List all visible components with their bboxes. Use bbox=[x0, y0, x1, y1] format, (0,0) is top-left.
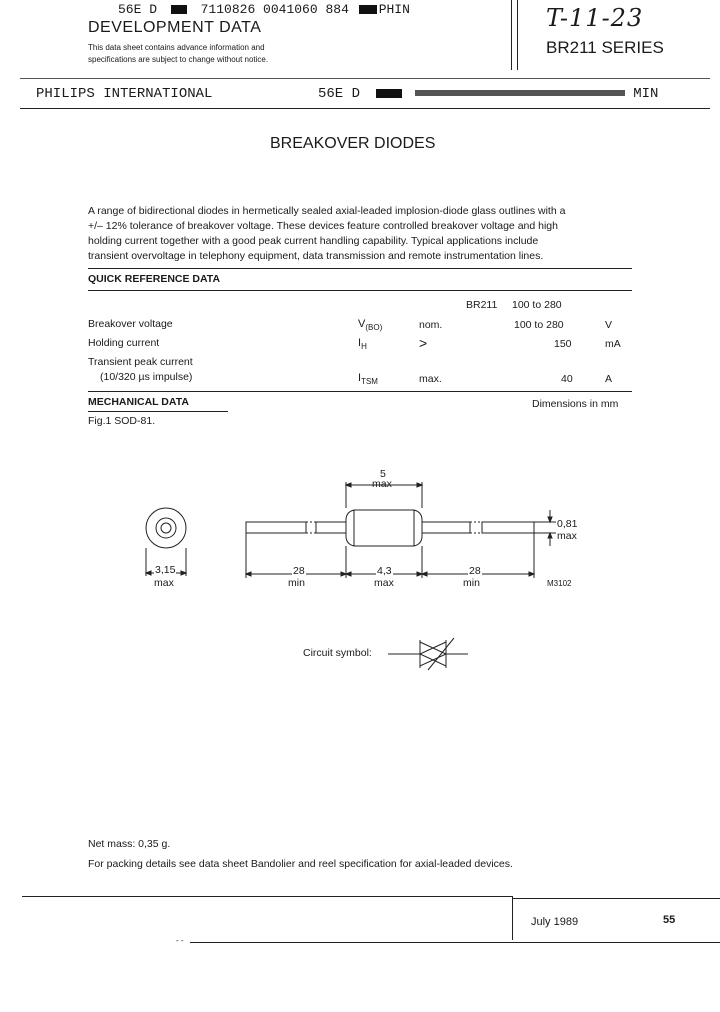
header-code-line bbox=[118, 2, 410, 17]
redaction-bar bbox=[171, 5, 187, 14]
circuit-symbol-icon bbox=[388, 634, 478, 674]
section-rule bbox=[88, 391, 632, 392]
param-condition: > bbox=[419, 335, 428, 351]
param-condition: max. bbox=[419, 373, 442, 385]
intro-line: holding current together with a good peak current handling capability. Typical applications include bbox=[88, 235, 539, 247]
quick-ref-range: 100 to 280 bbox=[512, 299, 562, 311]
notice-line-2: specifications are subject to change without notice. bbox=[88, 55, 269, 64]
param-value: 100 to 280 bbox=[514, 319, 564, 331]
section-rule bbox=[88, 268, 632, 269]
header-code: 56E D bbox=[118, 2, 158, 17]
header-code-numbers: 7110826 0041060 884 bbox=[200, 2, 349, 17]
handwritten-code: T-11-23 bbox=[546, 4, 644, 32]
sod81-drawing bbox=[0, 460, 720, 660]
company-code-suffix: MIN bbox=[633, 86, 659, 102]
dim-qualifier: max bbox=[154, 577, 174, 589]
section-rule bbox=[88, 411, 228, 412]
mechanical-heading: MECHANICAL DATA bbox=[88, 396, 189, 408]
dim-label: 5 bbox=[380, 468, 386, 480]
notice-line-1: This data sheet contains advance information and bbox=[88, 43, 265, 52]
redaction-bar bbox=[359, 5, 377, 14]
dim-qualifier: max bbox=[557, 530, 577, 542]
param-unit: V bbox=[605, 319, 613, 331]
param-label: Transient peak current bbox=[88, 356, 193, 368]
symbol-sub: (BO) bbox=[365, 323, 383, 333]
dim-qualifier: min bbox=[288, 577, 305, 589]
quick-ref-type: BR211 bbox=[466, 299, 498, 311]
dim-qualifier: max bbox=[374, 577, 394, 589]
symbol-sub: TSM bbox=[361, 377, 378, 387]
page-title: DEVELOPMENT DATA bbox=[88, 19, 262, 36]
header-divider bbox=[517, 0, 518, 70]
dim-label: 28 bbox=[469, 565, 481, 577]
param-label: Holding current bbox=[88, 337, 160, 349]
redaction-bar bbox=[415, 90, 625, 96]
param-symbol bbox=[358, 337, 367, 351]
dim-qualifier: min bbox=[463, 577, 480, 589]
quick-ref-heading: QUICK REFERENCE DATA bbox=[88, 273, 221, 285]
figure-ref: M3102 bbox=[547, 579, 572, 588]
symbol-main: I bbox=[358, 337, 362, 349]
param-label-2: (10/320 µs impulse) bbox=[100, 371, 193, 383]
footer-rule bbox=[190, 942, 720, 943]
param-unit: mA bbox=[605, 338, 621, 350]
intro-line: transient overvoltage in telephony equipment, data transmission and remote instrumentation lines. bbox=[88, 250, 544, 262]
dim-label: 28 bbox=[293, 565, 305, 577]
footer-rule bbox=[22, 896, 512, 897]
side-view bbox=[246, 482, 556, 578]
series-title: BR211 SERIES bbox=[546, 38, 664, 57]
company-code: 56E D bbox=[318, 86, 361, 102]
company-underline bbox=[20, 108, 710, 109]
header-code-suffix: PHIN bbox=[378, 2, 410, 17]
dim-qualifier: max bbox=[372, 478, 392, 490]
redaction-bar bbox=[376, 89, 402, 98]
param-value: 40 bbox=[561, 373, 573, 385]
param-condition: nom. bbox=[419, 319, 443, 331]
intro-line: +/– 12% tolerance of breakover voltage. These devices feature controlled breakover voltage and high bbox=[88, 220, 558, 232]
dim-label: 3,15 bbox=[155, 564, 176, 576]
footer-rule bbox=[512, 898, 720, 899]
intro-line: A range of bidirectional diodes in hermetically sealed axial-leaded implosion-diode glass outlines with a bbox=[88, 205, 566, 217]
company-line bbox=[36, 86, 212, 102]
packing-note: For packing details see data sheet Bandolier and reel specification for axial-leaded devices. bbox=[88, 858, 513, 870]
circuit-symbol-label: Circuit symbol: bbox=[303, 647, 372, 659]
publish-date: July 1989 bbox=[531, 916, 579, 928]
dimensions-note: Dimensions in mm bbox=[532, 398, 619, 410]
dim-label: 4,3 bbox=[377, 565, 392, 577]
company-code-line bbox=[318, 86, 658, 102]
net-mass: Net mass: 0,35 g. bbox=[88, 838, 171, 850]
symbol-main: V bbox=[358, 318, 366, 330]
param-value: 150 bbox=[554, 338, 572, 350]
figure-caption: Fig.1 SOD-81. bbox=[88, 415, 156, 427]
header-rule bbox=[20, 78, 710, 79]
symbol-sub: H bbox=[361, 342, 367, 352]
param-symbol bbox=[358, 372, 378, 386]
section-title: BREAKOVER DIODES bbox=[270, 135, 436, 152]
symbol-main: I bbox=[358, 372, 362, 384]
company-name: PHILIPS INTERNATIONAL bbox=[36, 86, 213, 102]
dim-label: 0,81 bbox=[557, 518, 578, 530]
param-symbol bbox=[358, 318, 382, 332]
footer-dashes: - - bbox=[176, 936, 184, 945]
footer-divider bbox=[512, 896, 513, 940]
section-rule bbox=[88, 290, 632, 291]
param-unit: A bbox=[605, 373, 613, 385]
param-label: Breakover voltage bbox=[88, 318, 173, 330]
page-number: 55 bbox=[663, 914, 676, 926]
header-divider bbox=[511, 0, 512, 70]
